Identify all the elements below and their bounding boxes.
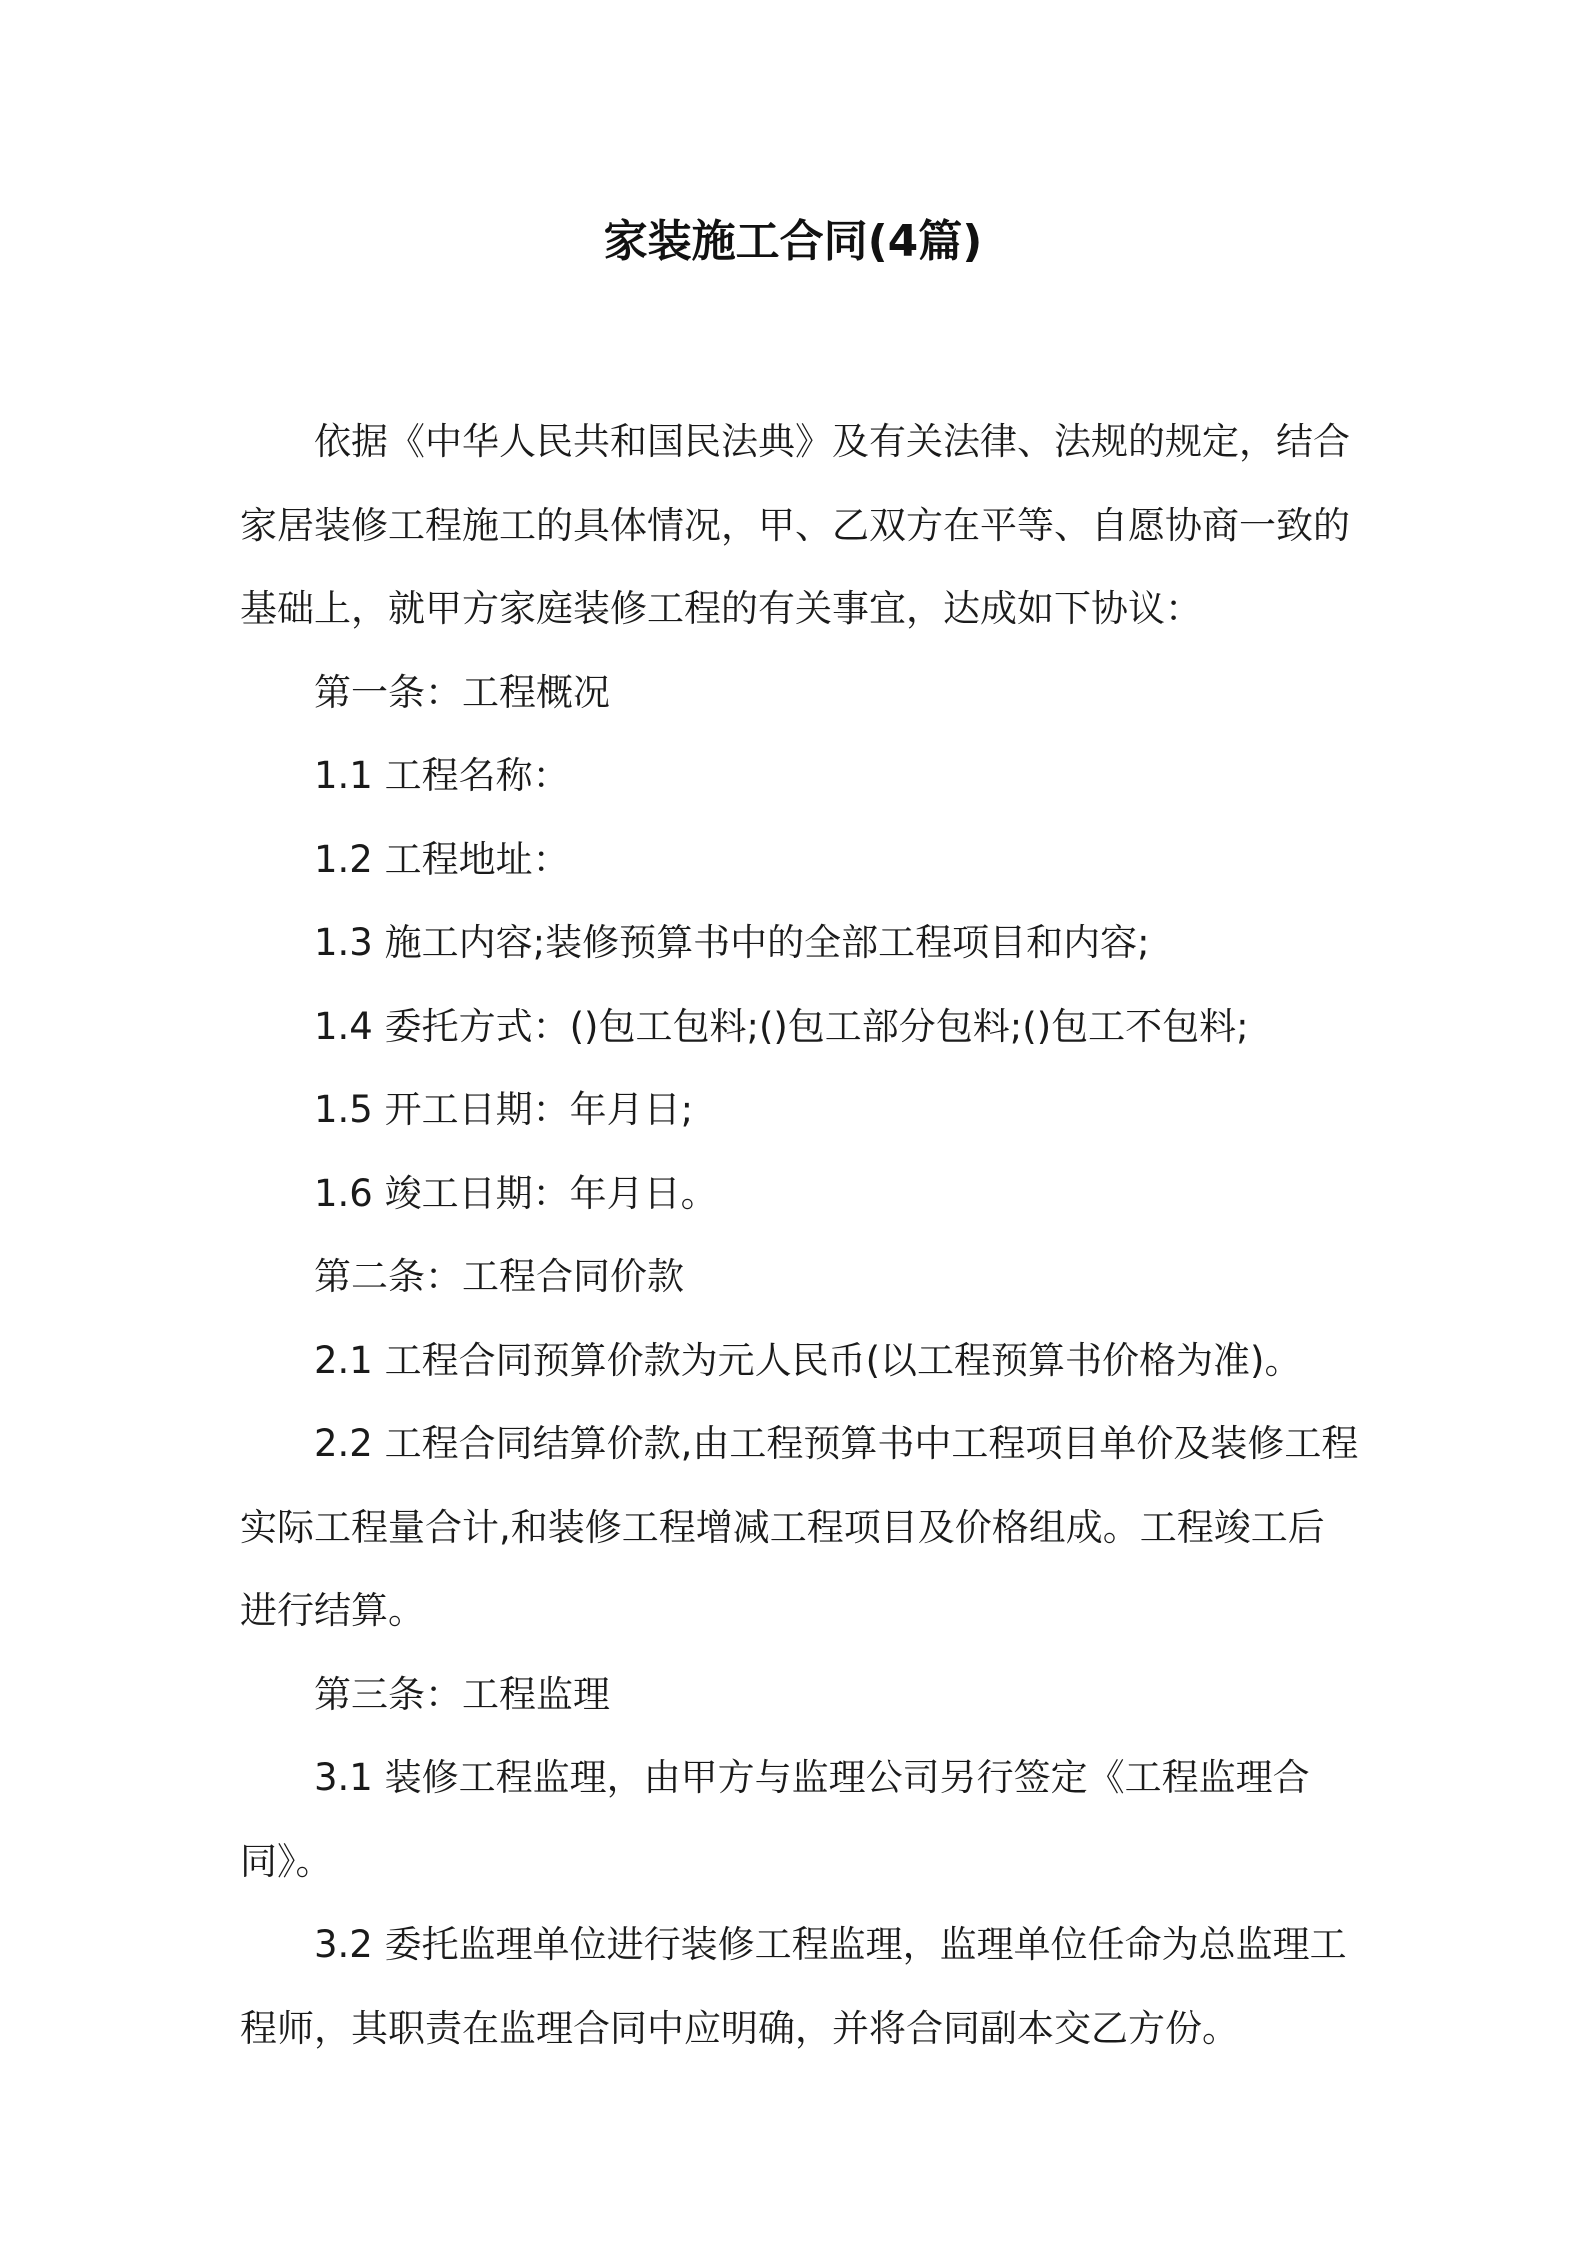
- clause-3-1: 3.1 装修工程监理，由甲方与监理公司另行签定《工程监理合同》。: [240, 1756, 1310, 1883]
- clause-1-5: 1.5 开工日期：年月日;: [314, 1088, 694, 1131]
- clause-1-1: 1.1 工程名称：: [314, 754, 570, 797]
- section-heading-2: 第二条：工程合同价款: [314, 1255, 684, 1298]
- clause-3-2: 3.2 委托监理单位进行装修工程监理，监理单位任命为总监理工程师，其职责在监理合同中应明确，并将合同副本交乙方份。: [240, 1923, 1347, 2050]
- paragraph-preamble: 依据《中华人民共和国民法典》及有关法律、法规的规定，结合家居装修工程施工的具体情况，甲、乙双方在平等、自愿协商一致的基础上，就甲方家庭装修工程的有关事宜，达成如下协议：: [240, 420, 1350, 630]
- clause-1-2: 1.2 工程地址：: [314, 837, 570, 881]
- clause-2-1: 2.1 工程合同预算价款为元人民币(以工程预算书价格为准)。: [314, 1338, 1302, 1382]
- clause-1-3: 1.3 施工内容;装修预算书中的全部工程项目和内容;: [314, 921, 1150, 964]
- clause-2-2: 2.2 工程合同结算价款,由工程预算书中工程项目单价及装修工程实际工程量合计,和装修工程增减工程项目及价格组成。工程竣工后进行结算。: [240, 1422, 1359, 1632]
- clause-1-4: 1.4 委托方式：()包工包料;()包工部分包料;()包工不包料;: [314, 1004, 1249, 1048]
- document-title: 家装施工合同(4篇): [603, 216, 983, 267]
- section-heading-1: 第一条：工程概况: [314, 670, 610, 714]
- section-heading-3: 第三条：工程监理: [314, 1672, 610, 1716]
- clause-1-6: 1.6 竣工日期：年月日。: [314, 1171, 718, 1215]
- document-body: [240, 400, 1360, 2070]
